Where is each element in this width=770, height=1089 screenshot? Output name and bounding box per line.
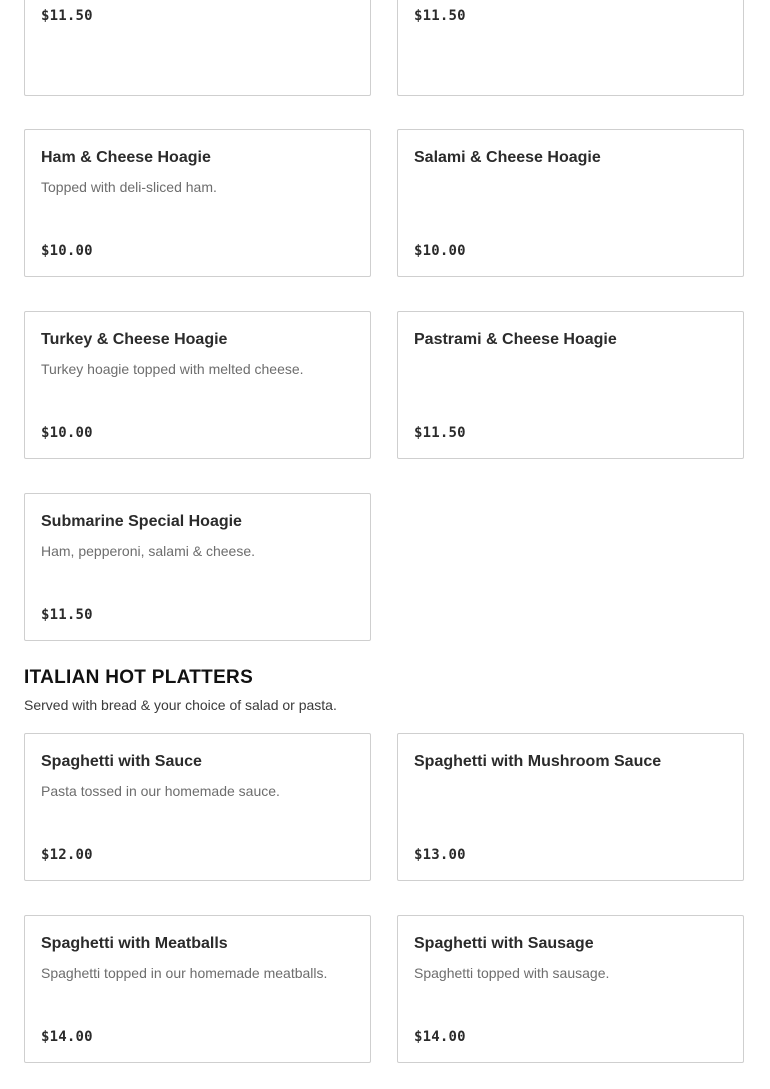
menu-item-name: Ham & Cheese Hoagie: [41, 149, 211, 166]
menu-item-price: $12.00: [41, 847, 93, 863]
menu-item-price: $11.50: [41, 607, 93, 623]
menu-item-card[interactable]: [397, 311, 744, 459]
menu-item-name: Spaghetti with Mushroom Sauce: [414, 753, 662, 770]
menu-item-name: Submarine Special Hoagie: [41, 513, 242, 530]
menu-item-name: Turkey & Cheese Hoagie: [41, 331, 228, 348]
menu-item-price: $10.00: [41, 425, 93, 441]
menu-item-card[interactable]: [24, 0, 371, 96]
section-subtitle: Served with bread & your choice of salad or pasta.: [24, 697, 337, 713]
menu-item-price: $14.00: [414, 1029, 466, 1045]
menu-item-card[interactable]: [24, 733, 371, 881]
menu-item-card[interactable]: [397, 0, 744, 96]
menu-item-name: Salami & Cheese Hoagie: [414, 149, 601, 166]
menu-item-card[interactable]: [397, 129, 744, 277]
menu-item-price: $14.00: [41, 1029, 93, 1045]
menu-item-name: Spaghetti with Sausage: [414, 935, 594, 952]
menu-item-price: $10.00: [414, 243, 466, 259]
menu-item-description: Pasta tossed in our homemade sauce.: [41, 783, 280, 799]
menu-item-price: $10.00: [41, 243, 93, 259]
menu-item-description: Topped with deli-sliced ham.: [41, 179, 217, 195]
menu-item-card[interactable]: [397, 915, 744, 1063]
menu-item-description: Ham, pepperoni, salami & cheese.: [41, 543, 255, 559]
menu-item-card[interactable]: [24, 915, 371, 1063]
menu-item-name: Spaghetti with Sauce: [41, 753, 202, 770]
menu-item-card[interactable]: [24, 311, 371, 459]
menu-item-description: Turkey hoagie topped with melted cheese.: [41, 361, 304, 377]
menu-item-price: $11.50: [414, 425, 466, 441]
menu-item-price: $11.50: [414, 8, 466, 24]
menu-item-price: $11.50: [41, 8, 93, 24]
menu-item-name: Spaghetti with Meatballs: [41, 935, 228, 952]
menu-item-price: $13.00: [414, 847, 466, 863]
menu-item-card[interactable]: [24, 493, 371, 641]
menu-item-card[interactable]: [24, 129, 371, 277]
menu-item-description: Spaghetti topped in our homemade meatballs.: [41, 965, 328, 981]
menu-item-card[interactable]: [397, 733, 744, 881]
menu-item-description: Spaghetti topped with sausage.: [414, 965, 610, 981]
menu-item-name: Pastrami & Cheese Hoagie: [414, 331, 617, 348]
section-title: ITALIAN HOT PLATTERS: [24, 667, 254, 688]
